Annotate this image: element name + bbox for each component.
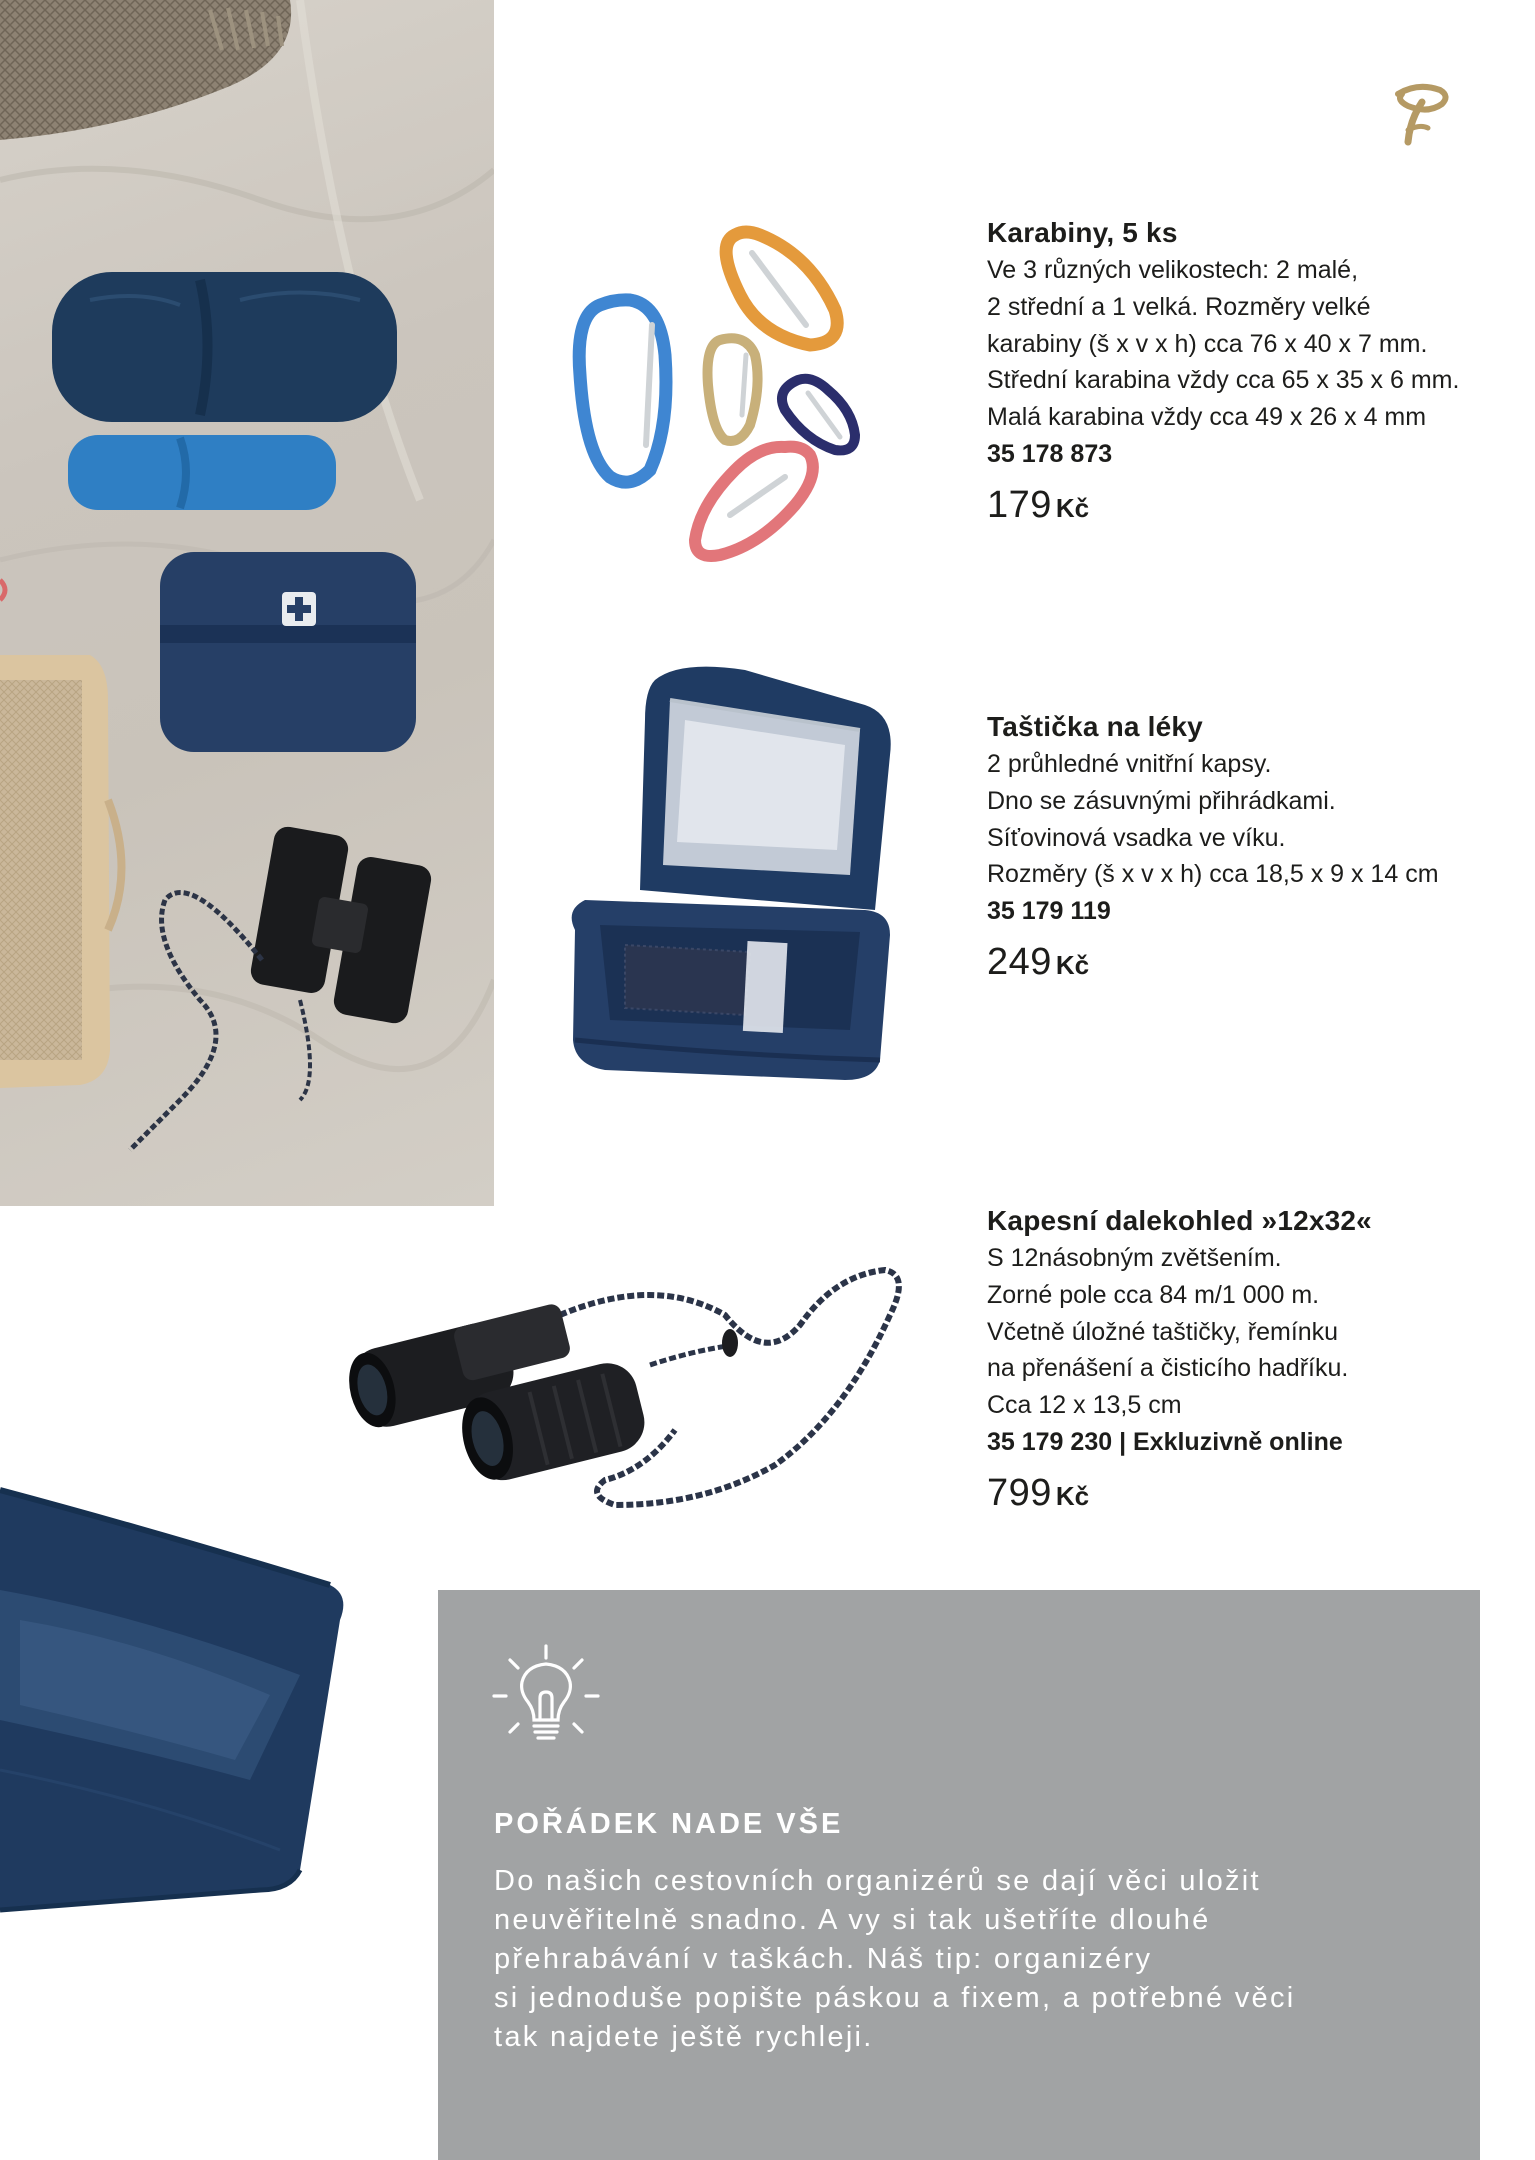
product-code: 35 178 873 (987, 439, 1113, 468)
price-currency: Kč (1055, 492, 1090, 523)
packing-cube-photo (0, 1470, 360, 1950)
product-title: Taštička na léky (987, 711, 1203, 742)
product-description (987, 1240, 1507, 1424)
lightbulb-icon (490, 1640, 602, 1752)
tip-body (494, 1862, 1434, 2057)
tchibo-logo-icon[interactable] (1388, 80, 1454, 150)
price-currency: Kč (1055, 1480, 1090, 1511)
product-description (987, 746, 1507, 893)
tip-body-line: neuvěřitelně snadno. A vy si tak ušetříte dlouhé (494, 1904, 1211, 1936)
tip-body-line: přehrabávání v taškách. Náš tip: organizéry (494, 1943, 1153, 1975)
tip-heading: POŘÁDEK NADE VŠE (494, 1808, 844, 1840)
product-price (987, 481, 1507, 537)
price-amount: 249 (987, 940, 1052, 983)
product-title: Kapesní dalekohled »12x32« (987, 1205, 1372, 1236)
product-price (987, 1469, 1507, 1525)
description-line: S 12násobným zvětšením. (987, 1244, 1282, 1272)
description-line: Malá karabina vždy cca 49 x 26 x 4 mm (987, 403, 1427, 432)
description-line: Ve 3 různých velikostech: 2 malé, (987, 256, 1359, 284)
medicine-pouch-image (545, 660, 925, 1090)
description-line: Dno se zásuvnými přihrádkami. (987, 786, 1336, 815)
product-code: 35 179 119 (987, 897, 1111, 926)
description-line: Zorné pole cca 84 m/1 000 m. (987, 1280, 1320, 1309)
product-title: Karabiny, 5 ks (987, 217, 1178, 248)
product-carabiners (987, 214, 1507, 537)
product-code: 35 179 230 | Exkluzivně online (987, 1427, 1343, 1456)
price-amount: 799 (987, 1471, 1052, 1514)
description-line: 2 střední a 1 velká. Rozměry velké (987, 292, 1371, 321)
packing-cube-illustration (0, 1470, 360, 1950)
lifestyle-photo-illustration (0, 0, 494, 1206)
description-line: Síťovinová vsadka ve víku. (987, 823, 1286, 852)
product-medicine-pouch (987, 708, 1507, 994)
description-line: na přenášení a čisticího hadříku. (987, 1354, 1349, 1383)
description-line: Rozměry (š x v x h) cca 18,5 x 9 x 14 cm (987, 860, 1439, 889)
description-line: Cca 12 x 13,5 cm (987, 1391, 1182, 1420)
lifestyle-photo (0, 0, 494, 1206)
price-currency: Kč (1055, 949, 1090, 980)
description-line: 2 průhledné vnitřní kapsy. (987, 750, 1272, 778)
product-price (987, 938, 1507, 994)
tip-body-line: Do našich cestovních organizérů se dají věci uložit (494, 1865, 1261, 1897)
tip-body-line: si jednoduše popište páskou a fixem, a potřebné věci (494, 1982, 1296, 2014)
product-binoculars (987, 1202, 1507, 1525)
product-description (987, 252, 1507, 436)
tip-body-line: tak najdete ještě rychleji. (494, 2021, 874, 2053)
carabiners-image (570, 215, 910, 575)
description-line: Včetně úložné taštičky, řemínku (987, 1317, 1339, 1346)
price-amount: 179 (987, 483, 1052, 526)
tip-box (438, 1590, 1480, 2160)
binoculars-image (345, 1255, 905, 1535)
description-line: karabiny (š x v x h) cca 76 x 40 x 7 mm. (987, 329, 1428, 358)
description-line: Střední karabina vždy cca 65 x 35 x 6 mm. (987, 366, 1460, 395)
